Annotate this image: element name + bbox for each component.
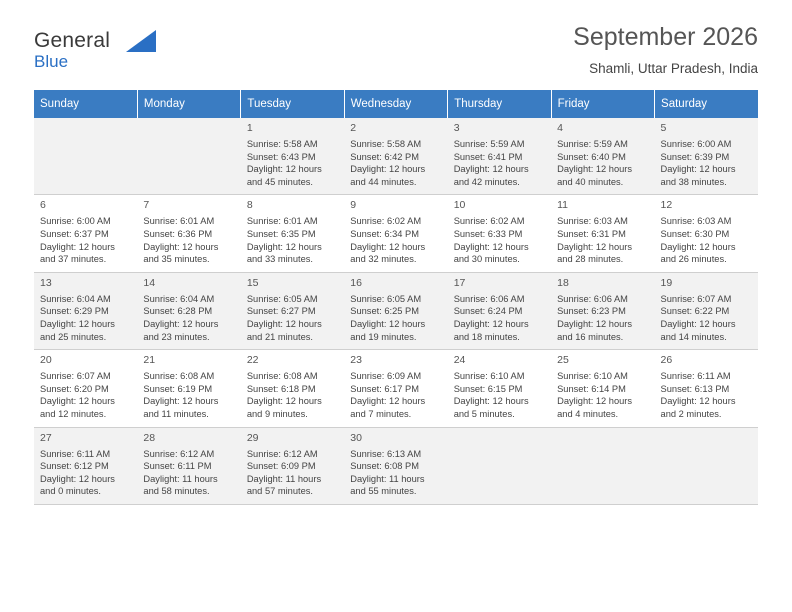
calendar-day-cell [34,272,137,349]
calendar-empty-cell [34,118,137,195]
day-detail-line: Sunrise: 5:58 AM [350,139,422,149]
day-detail-line: and 0 minutes. [40,486,101,497]
day-number: 3 [453,122,460,134]
calendar-day-cell [241,195,344,272]
logo-text-general: General [34,29,111,52]
day-number: 15 [246,276,259,289]
day-detail-line: Sunset: 6:20 PM [40,383,109,394]
day-detail-line: Sunrise: 5:59 AM [453,139,525,149]
day-detail-line: Sunset: 6:09 PM [246,461,316,472]
day-detail-line: Sunrise: 6:12 AM [246,448,318,459]
day-detail-line: Sunset: 6:28 PM [143,306,213,317]
day-detail-line: Daylight: 12 hours [40,396,115,407]
day-number: 19 [660,276,673,289]
day-number: 9 [350,199,357,212]
day-number: 23 [350,354,362,367]
day-number: 25 [557,354,569,367]
day-detail-line: Sunset: 6:19 PM [143,383,213,394]
day-number: 12 [660,199,673,212]
calendar-day-cell [448,350,551,427]
day-number: 4 [557,122,563,134]
day-detail-line: and 30 minutes. [453,254,520,265]
calendar-day-cell [344,350,447,427]
calendar-day-cell [655,350,758,427]
weekday-header-row [34,90,758,118]
day-detail-line: Sunset: 6:27 PM [246,306,316,317]
day-detail-line: Sunrise: 6:00 AM [40,216,111,227]
day-detail-line: Sunrise: 6:05 AM [350,293,422,304]
day-detail-line: Daylight: 11 hours [350,473,425,484]
day-detail-line: Sunrise: 6:08 AM [143,371,215,382]
day-detail-line: Sunset: 6:08 PM [350,461,419,472]
day-detail-line: Daylight: 12 hours [557,318,633,329]
calendar-day-cell [344,195,447,272]
day-number: 26 [660,354,673,367]
day-detail-line: Sunrise: 6:06 AM [453,293,525,304]
day-detail-line: Sunset: 6:33 PM [453,228,523,239]
day-detail-line: Sunset: 6:18 PM [246,383,316,394]
calendar-day-cell [137,350,240,427]
day-detail-line: Daylight: 12 hours [557,396,633,407]
day-detail-line: and 11 minutes. [143,408,209,419]
day-detail-line: and 16 minutes. [557,331,624,342]
calendar-day-cell [551,272,654,349]
calendar-day-cell [448,272,551,349]
day-detail-line: and 32 minutes. [350,254,417,265]
day-detail-line: Daylight: 12 hours [350,318,426,329]
day-number: 7 [143,199,150,212]
day-detail-line: Daylight: 12 hours [660,396,736,407]
calendar-day-cell [344,118,447,195]
day-detail-line: and 45 minutes. [246,176,313,187]
day-detail-line: Daylight: 12 hours [143,396,219,407]
day-number: 28 [143,431,156,444]
calendar-body [34,118,758,504]
logo-triangle-icon [126,30,156,52]
day-detail-line: Daylight: 12 hours [246,241,322,252]
day-detail-line: Daylight: 12 hours [350,396,426,407]
day-detail-line: Daylight: 12 hours [40,241,115,252]
calendar-day-cell [34,427,137,504]
day-detail-line: Daylight: 12 hours [40,473,115,484]
day-detail-line: and 5 minutes. [453,408,515,419]
day-detail-line: Daylight: 12 hours [143,241,219,252]
day-detail-line: and 9 minutes. [246,408,308,419]
day-detail-line: Sunrise: 6:02 AM [453,216,525,227]
day-detail-line: Sunset: 6:42 PM [350,151,419,162]
day-number: 22 [246,354,259,367]
day-detail-line: Sunrise: 6:11 AM [660,371,731,382]
day-detail-line: Sunrise: 6:06 AM [557,293,628,304]
calendar-day-cell [448,195,551,272]
calendar-day-cell [551,350,654,427]
calendar-day-cell [344,272,447,349]
day-number: 2 [350,122,357,134]
day-detail-line: and 7 minutes. [350,408,412,419]
day-detail-line: Sunrise: 6:03 AM [660,216,732,227]
day-detail-line: Daylight: 11 hours [246,473,322,484]
calendar-empty-cell [448,427,551,504]
logo-text-blue: Blue [34,52,69,71]
page-title: September 2026 [573,23,758,51]
weekday-header-wednesday: Wednesday [344,90,447,118]
day-detail-line: Sunset: 6:37 PM [40,228,109,239]
day-detail-line: Daylight: 12 hours [660,318,736,329]
day-detail-line: Daylight: 12 hours [453,318,529,329]
day-detail-line: Sunrise: 6:02 AM [350,216,422,227]
day-number: 16 [350,276,362,289]
day-detail-line: and 55 minutes. [350,486,417,497]
day-detail-line: Daylight: 12 hours [143,318,219,329]
calendar-day-cell [551,195,654,272]
day-detail-line: and 57 minutes. [246,486,313,497]
day-detail-line: Sunset: 6:22 PM [660,306,730,317]
generalblue-logo [34,30,234,80]
day-detail-line: Sunset: 6:11 PM [143,461,212,472]
weekday-header-thursday: Thursday [448,90,551,118]
calendar-day-cell [137,195,240,272]
day-detail-line: Daylight: 11 hours [143,473,218,484]
day-detail-line: Sunset: 6:12 PM [40,461,109,472]
weekday-header-saturday: Saturday [655,90,758,118]
day-number: 17 [453,276,466,289]
day-detail-line: and 19 minutes. [350,331,417,342]
day-number: 18 [557,276,569,289]
calendar-day-cell [551,118,654,195]
day-detail-line: and 44 minutes. [350,176,417,187]
day-detail-line: Daylight: 12 hours [453,164,529,175]
day-detail-line: and 37 minutes. [40,254,107,265]
day-detail-line: Sunset: 6:24 PM [453,306,523,317]
day-detail-line: Sunset: 6:23 PM [557,306,626,317]
day-detail-line: and 25 minutes. [40,331,107,342]
page-header [34,0,758,74]
day-detail-line: Sunrise: 6:09 AM [350,371,422,382]
calendar-day-cell [448,118,551,195]
day-detail-line: Sunrise: 6:01 AM [143,216,215,227]
day-detail-line: Sunset: 6:31 PM [557,228,626,239]
day-detail-line: Sunrise: 5:58 AM [246,139,318,149]
day-detail-line: Sunset: 6:36 PM [143,228,213,239]
calendar-empty-cell [655,427,758,504]
day-detail-line: Sunrise: 6:04 AM [143,293,215,304]
calendar-day-cell [34,195,137,272]
title-block [573,22,758,77]
calendar-day-cell [655,195,758,272]
day-detail-line: and 28 minutes. [557,254,624,265]
day-detail-line: Sunset: 6:25 PM [350,306,419,317]
day-number: 24 [453,354,466,367]
day-detail-line: and 23 minutes. [143,331,210,342]
day-detail-line: Daylight: 12 hours [453,241,529,252]
weekday-header-tuesday: Tuesday [241,90,344,118]
day-detail-line: and 42 minutes. [453,176,520,187]
day-detail-line: Sunrise: 6:07 AM [40,371,111,382]
day-detail-line: and 4 minutes. [557,408,619,419]
day-detail-line: Sunset: 6:17 PM [350,383,419,394]
day-detail-line: Daylight: 12 hours [660,241,736,252]
day-detail-line: Sunrise: 5:59 AM [557,139,628,149]
weekday-header-friday: Friday [551,90,654,118]
day-detail-line: Sunset: 6:29 PM [40,306,109,317]
sunrise-sunset-calendar [34,90,758,505]
day-detail-line: Sunset: 6:35 PM [246,228,316,239]
day-detail-line: and 58 minutes. [143,486,210,497]
day-detail-line: Sunrise: 6:10 AM [453,371,525,382]
day-detail-line: Daylight: 12 hours [350,164,426,175]
calendar-day-cell [655,272,758,349]
day-detail-line: Daylight: 12 hours [350,241,426,252]
calendar-day-cell [655,118,758,195]
location-subtitle: Shamli, Uttar Pradesh, India [589,61,758,76]
day-number: 20 [40,354,52,367]
calendar-day-cell [241,272,344,349]
day-detail-line: and 18 minutes. [453,331,520,342]
weekday-header-monday: Monday [137,90,240,118]
day-detail-line: and 33 minutes. [246,254,313,265]
day-number: 13 [40,276,52,289]
day-number: 11 [557,199,569,212]
day-number: 27 [40,431,52,444]
calendar-week-row [34,350,758,427]
day-detail-line: Sunset: 6:34 PM [350,228,419,239]
calendar-day-cell [34,350,137,427]
day-detail-line: Sunrise: 6:01 AM [246,216,318,227]
day-number: 8 [246,199,253,212]
day-number: 21 [143,354,156,367]
day-detail-line: Daylight: 12 hours [453,396,529,407]
day-detail-line: Daylight: 12 hours [557,164,633,175]
day-detail-line: and 35 minutes. [143,254,210,265]
calendar-week-row [34,195,758,272]
calendar-day-cell [137,272,240,349]
day-detail-line: Sunset: 6:13 PM [660,383,730,394]
day-detail-line: and 2 minutes. [660,408,722,419]
day-detail-line: and 40 minutes. [557,176,624,187]
day-number: 6 [40,199,46,212]
day-number: 5 [660,122,667,134]
day-detail-line: Daylight: 12 hours [246,318,322,329]
day-number: 30 [350,431,362,444]
day-detail-line: Sunset: 6:39 PM [660,151,730,162]
day-detail-line: and 26 minutes. [660,254,727,265]
day-detail-line: Daylight: 12 hours [557,241,633,252]
day-detail-line: Sunrise: 6:00 AM [660,139,732,149]
calendar-week-row [34,427,758,504]
day-detail-line: and 21 minutes. [246,331,313,342]
day-detail-line: and 14 minutes. [660,331,727,342]
calendar-day-cell [137,427,240,504]
day-detail-line: Sunset: 6:43 PM [246,151,316,162]
day-detail-line: Sunrise: 6:08 AM [246,371,318,382]
day-number: 29 [246,431,259,444]
day-detail-line: Sunrise: 6:04 AM [40,293,111,304]
calendar-day-cell [344,427,447,504]
weekday-header-sunday: Sunday [34,90,137,118]
day-detail-line: Daylight: 12 hours [660,164,736,175]
day-number: 10 [453,199,466,212]
day-detail-line: Sunrise: 6:05 AM [246,293,318,304]
calendar-empty-cell [551,427,654,504]
day-detail-line: Daylight: 12 hours [246,396,322,407]
calendar-week-row [34,272,758,349]
calendar-day-cell [241,118,344,195]
day-detail-line: Sunrise: 6:10 AM [557,371,628,382]
day-detail-line: Sunrise: 6:07 AM [660,293,732,304]
day-detail-line: Sunrise: 6:12 AM [143,448,215,459]
day-detail-line: Sunset: 6:15 PM [453,383,523,394]
calendar-day-cell [241,350,344,427]
day-detail-line: Sunrise: 6:11 AM [40,448,111,459]
day-number: 14 [143,276,156,289]
day-detail-line: Sunrise: 6:03 AM [557,216,628,227]
day-detail-line: and 12 minutes. [40,408,107,419]
day-number: 1 [246,122,253,134]
day-detail-line: Daylight: 12 hours [40,318,115,329]
day-detail-line: and 38 minutes. [660,176,727,187]
calendar-empty-cell [137,118,240,195]
day-detail-line: Sunrise: 6:13 AM [350,448,422,459]
day-detail-line: Sunset: 6:41 PM [453,151,523,162]
day-detail-line: Daylight: 12 hours [246,164,322,175]
calendar-week-row [34,118,758,195]
day-detail-line: Sunset: 6:30 PM [660,228,730,239]
calendar-day-cell [241,427,344,504]
day-detail-line: Sunset: 6:40 PM [557,151,626,162]
day-detail-line: Sunset: 6:14 PM [557,383,626,394]
